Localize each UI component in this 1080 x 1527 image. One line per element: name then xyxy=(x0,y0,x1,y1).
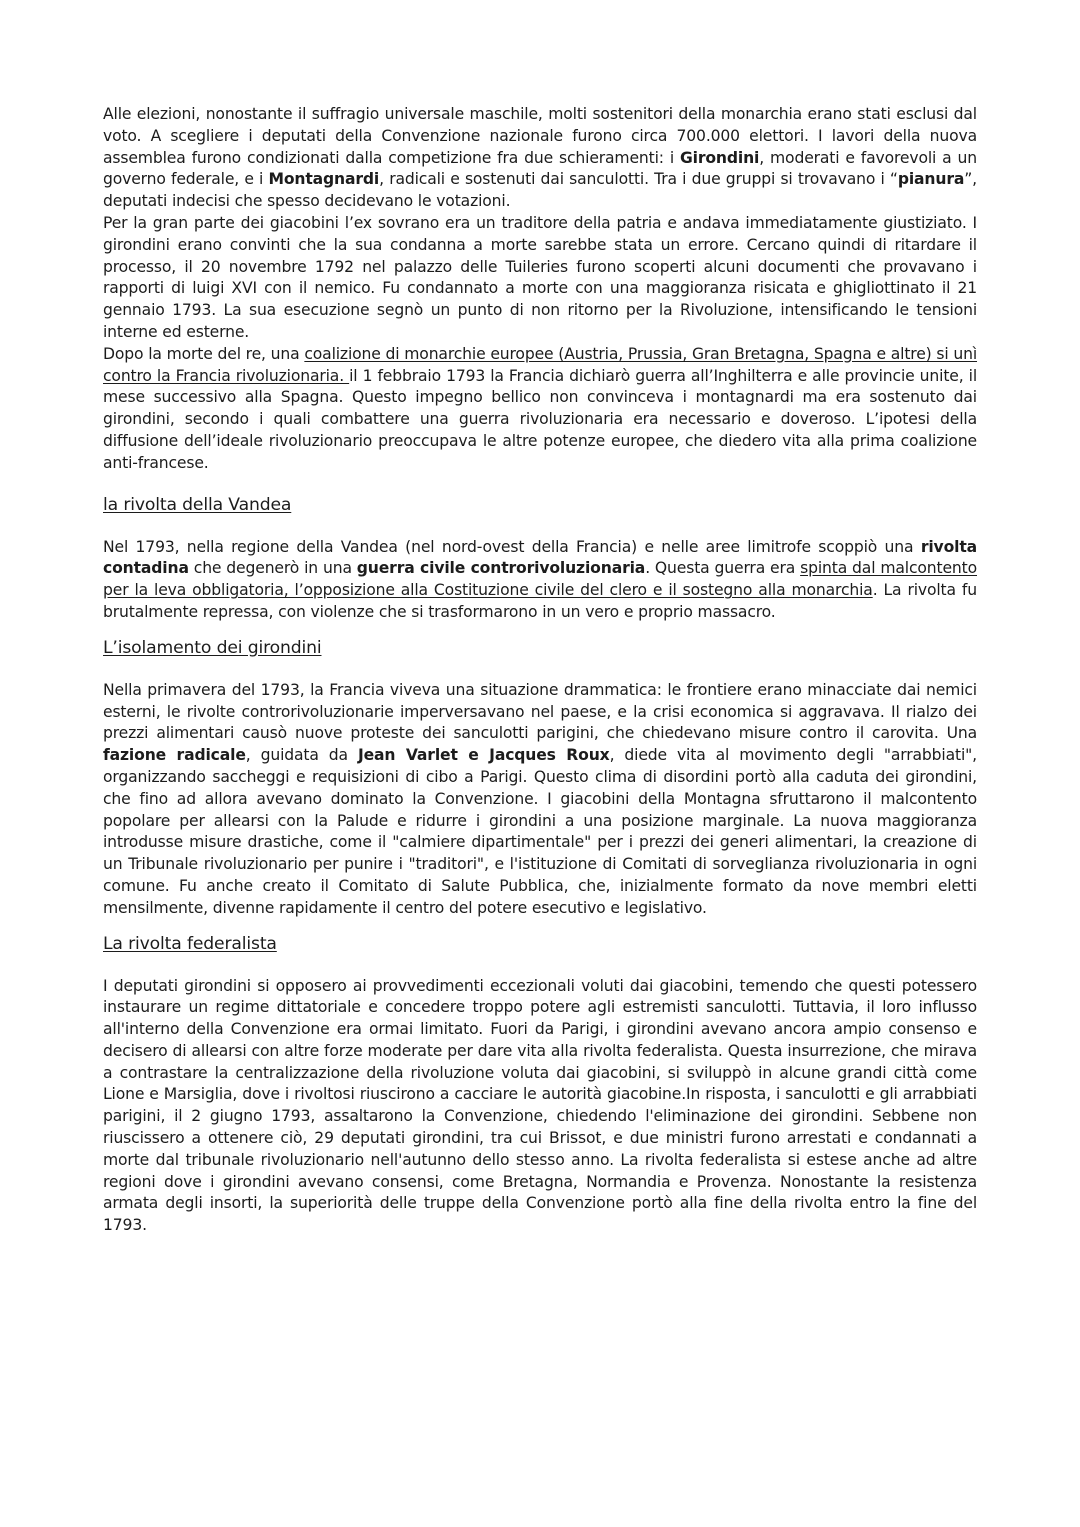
spacer xyxy=(103,475,977,493)
section-rivolta-federalista xyxy=(103,932,977,1238)
paragraph-coalition xyxy=(103,344,977,475)
text-run: Dopo la morte del re, una xyxy=(103,344,305,363)
spacer xyxy=(103,660,977,680)
paragraph-federalista xyxy=(103,976,977,1238)
text-run: Nel 1793, nella regione della Vandea (nel nord-ovest della Francia) e nelle aree limitrofe scoppiò una xyxy=(103,537,921,556)
text-run: , radicali e sostenuti dai sanculotti. Tra i due gruppi si trovavano i “ xyxy=(379,170,898,189)
heading-isolamento: L’isolamento dei girondini xyxy=(103,637,322,658)
bold-term-varlet-roux: Jean Varlet e Jacques Roux xyxy=(357,746,610,765)
paragraph-vandea xyxy=(103,537,977,624)
text-run: , guidata da xyxy=(245,746,358,765)
bold-term-montagnardi: Montagnardi xyxy=(268,170,380,189)
text-run: I deputati girondini si opposero ai provvedimenti eccezionali voluti dai giacobini, temendo che questi potessero instaurare un regime dittatoriale e concedere troppo potere agli estremisti sanculotti. Tuttavia, il loro influsso all'interno della Convenzione era ormai limitato. Fuori da Parigi, i girondini avevano ancora ampio consenso e decisero di allearsi con altre forze moderate per dare vita alla rivolta federalista. Questa insurrezione, che mirava a contrastare la centralizzazione della rivoluzione voluta dai giacobini, si sviluppò in alcune grandi città come Lione e Marsiglia, dove i rivoltosi riuscirono a cacciare le autorità giacobine.In risposta, i sanculotti e gli arrabbiati parigini, il 2 giugno 1793, assaltarono la Convenzione, chiedendo l'eliminazione dei girondini. Sebbene non riuscissero a ottenere ciò, 29 deputati girondini, tra cui Brissot, e due ministri furono arrestati e condannati a morte dal tribunale rivoluzionario nell'autunno dello stesso anno. La rivolta federalista si estese anche ad altre regioni dove i girondini avevano consensi, come Bretagna, Normandia e Provenza. Nonostante la resistenza armata degli insorti, la superiorità delle truppe della Convenzione portò alla fine della rivolta entro la fine del 1793. xyxy=(103,976,977,1235)
text-run: . La rivolta fu brutalmente repressa, con violenze che si trasformarono in un vero e proprio massacro. xyxy=(103,581,977,621)
section-intro xyxy=(103,104,977,475)
underlined-causes: spinta dal malcontento per la leva obbligatoria, l’opposizione alla Costituzione civile del clero e il sostegno alla monarchia xyxy=(103,559,977,600)
text-run: . Questa guerra era xyxy=(645,559,801,578)
underlined-coalition: coalizione di monarchie europee (Austria, Prussia, Gran Bretagna, Spagna e altre) si unì contro la Francia rivoluzionaria. xyxy=(103,344,978,385)
bold-term-fazione-radicale: fazione radicale xyxy=(103,746,246,765)
bold-term-rivolta-contadina: rivolta contadina xyxy=(103,537,977,578)
text-run: ”, deputati indecisi che spesso decidevano le votazioni. xyxy=(103,170,977,211)
text-run: , diede vita al movimento degli "arrabbiati", organizzando saccheggi e requisizioni di cibo a Parigi. Questo clima di disordini portò alla caduta dei girondini, che fino ad allora avevano dominato la Convenzione. I giacobini della Montagna sfruttarono il malcontento popolare per allearsi con la Palude e ridurre i girondini a una posizione marginale. La nuova maggioranza introdusse misure drastiche, come il "calmiere dipartimentale" per i prezzi dei generi alimentari, la creazione di un Tribunale rivoluzionario per punire i "traditori", e l'istituzione di Comitati di sorveglianza rivoluzionaria in ogni comune. Fu anche creato il Comitato di Salute Pubblica, che, inizialmente formato da nove membri eletti mensilmente, divenne rapidamente il centro del potere esecutivo e legislativo. xyxy=(103,746,977,917)
bold-term-guerra-civile: guerra civile controrivoluzionaria xyxy=(356,559,646,578)
text-run: il 1 febbraio 1793 la Francia dichiarò guerra all’Inghilterra e alle provincie unite, il mese successivo alla Spagna. Questo impegno bellico non convinceva i montagnardi ma era sostenuto dai girondini, secondo i quali combattere una guerra rivoluzionaria era necessario e doveroso. L’ipotesi della diffusione dell’ideale rivoluzionario preoccupava le altre potenze europee, che diedero vita alla prima coalizione anti-francese. xyxy=(103,366,977,472)
bold-term-pianura: pianura xyxy=(897,170,965,189)
spacer xyxy=(103,624,977,636)
spacer xyxy=(103,956,977,976)
paragraph-elections xyxy=(103,104,977,213)
section-vandea xyxy=(103,493,977,624)
bold-term-girondini: Girondini xyxy=(679,148,760,167)
heading-vandea: la rivolta della Vandea xyxy=(103,494,292,515)
section-isolamento-girondini xyxy=(103,636,977,920)
text-run: Nella primavera del 1793, la Francia viveva una situazione drammatica: le frontiere erano minacciate dai nemici esterni, le rivolte controrivoluzionarie imperversavano nel paese, e la crisi economica si aggravava. Il rialzo dei prezzi alimentari causò nuove proteste dei sanculotti parigini, che chiedevano misure contro il carovita. Una xyxy=(103,680,977,743)
spacer xyxy=(103,517,977,537)
spacer xyxy=(103,920,977,932)
document-page xyxy=(103,104,977,1237)
text-run: che degenerò in una xyxy=(188,559,357,578)
paragraph-execution-king xyxy=(103,213,977,344)
text-run: Alle elezioni, nonostante il suffragio universale maschile, molti sostenitori della monarchia erano stati esclusi dal voto. A scegliere i deputati della Convenzione nazionale furono circa 700.000 elettori. I lavori della nuova assemblea furono condizionati dalla competizione fra due schieramenti: i xyxy=(103,105,977,167)
text-run: , moderati e favorevoli a un governo federale, e i xyxy=(103,148,977,189)
text-run: Per la gran parte dei giacobini l’ex sovrano era un traditore della patria e andava immediatamente giustiziato. I girondini erano convinti che la sua condanna a morte sarebbe stata un errore. Cercano quindi di ritardare il processo, il 20 novembre 1792 nel palazzo delle Tuileries furono scoperti alcuni documenti che provavano i rapporti di luigi XVI con il nemico. Fu condannato a morte con una maggioranza risicata e ghigliottinato il 21 gennaio 1793. La sua esecuzione segnò un punto di non ritorno per la Rivoluzione, intensificando le tensioni interne ed esterne. xyxy=(103,213,977,341)
heading-federalista: La rivolta federalista xyxy=(103,933,277,954)
paragraph-isolamento xyxy=(103,680,977,920)
